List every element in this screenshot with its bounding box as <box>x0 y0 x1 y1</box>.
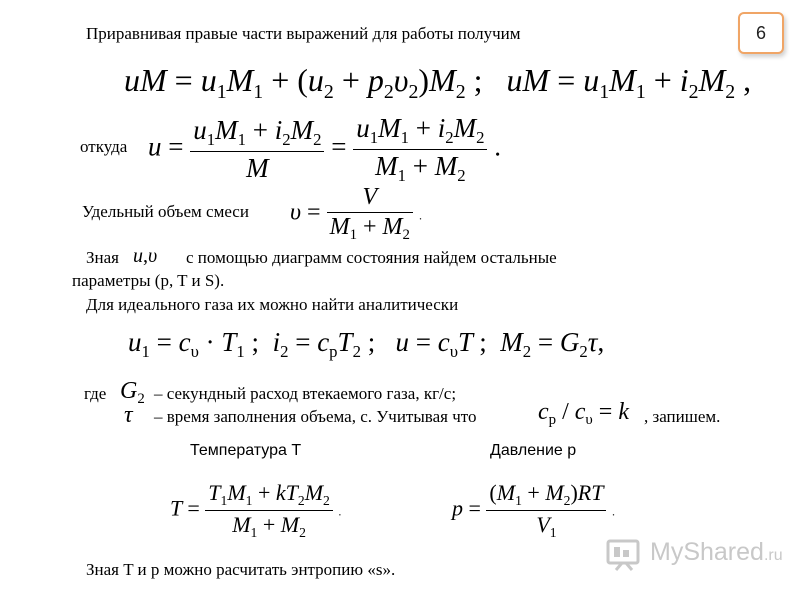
logo-brand: MyShared <box>650 538 764 566</box>
params-line: параметры (p, T и S). <box>72 271 225 290</box>
equation-heat-capacity-ratio: $c_p / c_\upsilon = k$ <box>538 399 629 429</box>
myshared-logo <box>604 536 783 572</box>
ideal-gas-line: Для идеального газа их можно найти аналитически <box>86 295 459 314</box>
slide-number: 6 <box>755 22 766 43</box>
symbol-g2: $G_2$ <box>120 378 145 408</box>
symbol-tau: τ <box>124 402 133 428</box>
pressure-heading: Давление p <box>490 442 577 459</box>
equation-internal-energy: u = $\frac{u_1M_1 + i_2M_2}{M}$ = $\frac{u_1M_1 + i_2M_2}{M_1 + M_2}$ . <box>148 113 501 185</box>
equation-pressure: p = $\frac{(M_1 + M_2)RT}{V_1}$ . <box>452 480 615 540</box>
equation-ideal-gas: $u_1 = c_\upsilon \cdot T_1$ ; $i_2 = c_pT_2$ ; $u = c_\upsilon T$ ; $M_2 = G_2\tau$, <box>128 327 605 361</box>
equation-work-balance: uM = $u_1M_1 + (u_2 + p_2\upsilon_2)M_2$ ; uM = $u_1M_1 + i_2M_2$ , <box>124 62 752 103</box>
knowing-variables: u,υ <box>133 245 158 267</box>
intro-text: Приравнивая правые части выражений для работы получим <box>86 24 521 43</box>
knowing-prefix: Зная <box>86 248 119 267</box>
slide-number-badge <box>738 12 784 54</box>
logo-domain: .ru <box>763 547 783 564</box>
specific-volume-label: Удельный объем смеси <box>82 202 249 221</box>
we-write: , запишем. <box>644 407 721 426</box>
entropy-line: Зная T и p можно расчитать энтропию «s». <box>86 560 396 579</box>
knowing-suffix: с помощью диаграмм состояния найдем остальные <box>186 248 557 267</box>
logo-text <box>650 538 783 567</box>
projector-icon <box>606 537 646 571</box>
equation-temperature: T = $\frac{T_1M_1 + kT_2M_2}{M_1 + M_2}$ . <box>170 480 342 540</box>
where-label: где <box>84 384 107 403</box>
g2-description: – секундный расход втекаемого газа, кг/с; <box>154 384 457 403</box>
tau-description: – время заполнения объема, с. Учитывая что <box>154 407 477 426</box>
temperature-heading: Температура T <box>190 442 302 459</box>
otkuda-label: откуда <box>80 137 128 156</box>
equation-specific-volume: υ = $\frac{V}{M_1 + M_2}$ . <box>290 184 422 244</box>
